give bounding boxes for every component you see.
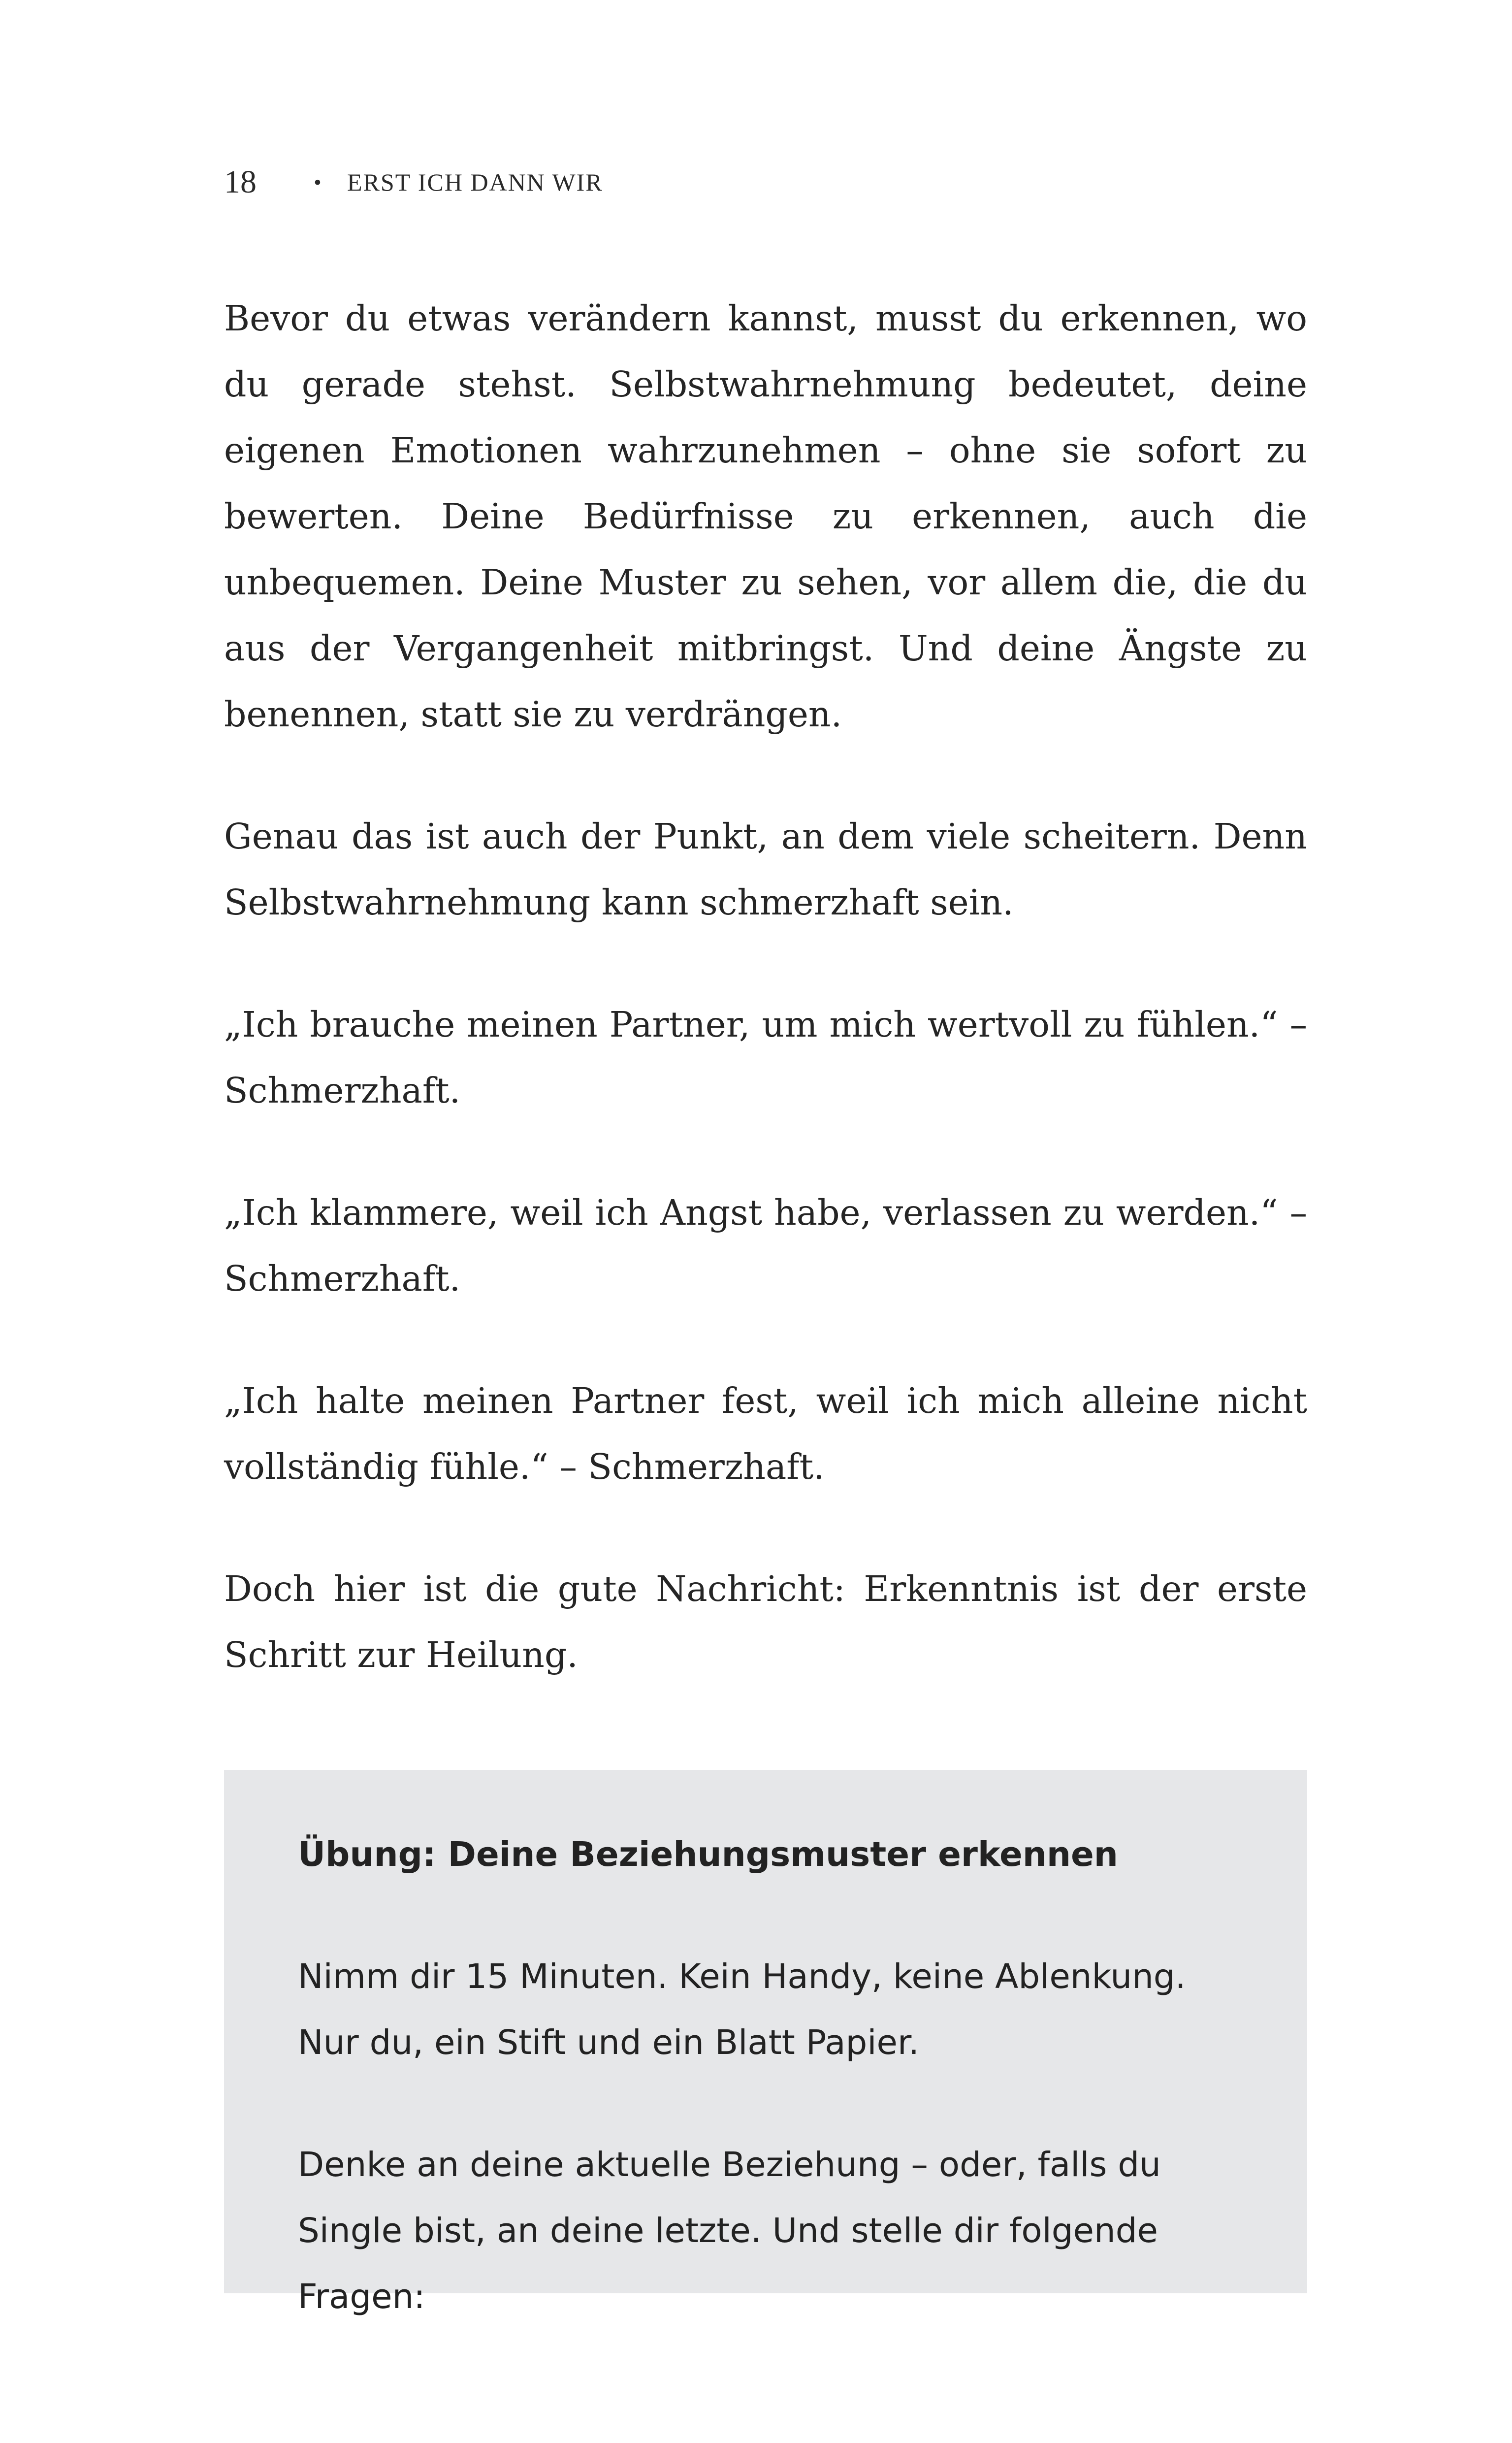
exercise-questions-intro: Denke an deine aktuelle Beziehung – oder, falls du Single bist, an deine letzte. Und stelle dir folgende Fragen:	[298, 2145, 1161, 2316]
quote-partner-value: „Ich brauche meinen Partner, um mich wertvoll zu fühlen.“ – Schmerzhaft.	[224, 1004, 1307, 1111]
exercise-box	[224, 1770, 1307, 2316]
paragraph-good-news: Doch hier ist die gute Nachricht: Erkenntnis ist der erste Schritt zur Heilung.	[224, 1568, 1307, 1675]
paragraph-failure-point: Genau das ist auch der Punkt, an dem viele scheitern. Denn Selbstwahrnehmung kann schmerzhaft sein.	[224, 816, 1307, 923]
page-header	[224, 163, 603, 202]
exercise-title: Übung: Deine Beziehungsmuster erkennen	[298, 1835, 1118, 1874]
quote-clinging: „Ich klammere, weil ich Angst habe, verlassen zu werden.“ – Schmerzhaft.	[224, 1192, 1307, 1299]
paragraph-self-awareness: Bevor du etwas verändern kannst, musst du erkennen, wo du gerade stehst. Selbstwahrnehmung bedeutet, deine eigenen Emotionen wahrzunehmen – ohne sie sofort zu bewerten. Deine Bedürfnisse zu erkennen, auch die unbequemen. Deine Muster zu sehen, vor allem die, die du aus der Vergangenheit mitbringst. Und deine Ängste zu benennen, statt sie zu verdrängen.	[224, 298, 1307, 735]
exercise-instruction: Nimm dir 15 Minuten. Kein Handy, keine Ablenkung. Nur du, ein Stift und ein Blatt Papier.	[298, 1957, 1186, 2062]
body-text	[224, 286, 1307, 1744]
running-title: ERST ICH DANN WIR	[347, 168, 603, 196]
quote-holding-on: „Ich halte meinen Partner fest, weil ich mich alleine nicht vollständig fühle.“ – Schmerzhaft.	[224, 1380, 1307, 1487]
page-number: 18	[224, 164, 257, 200]
header-separator: •	[314, 170, 322, 195]
